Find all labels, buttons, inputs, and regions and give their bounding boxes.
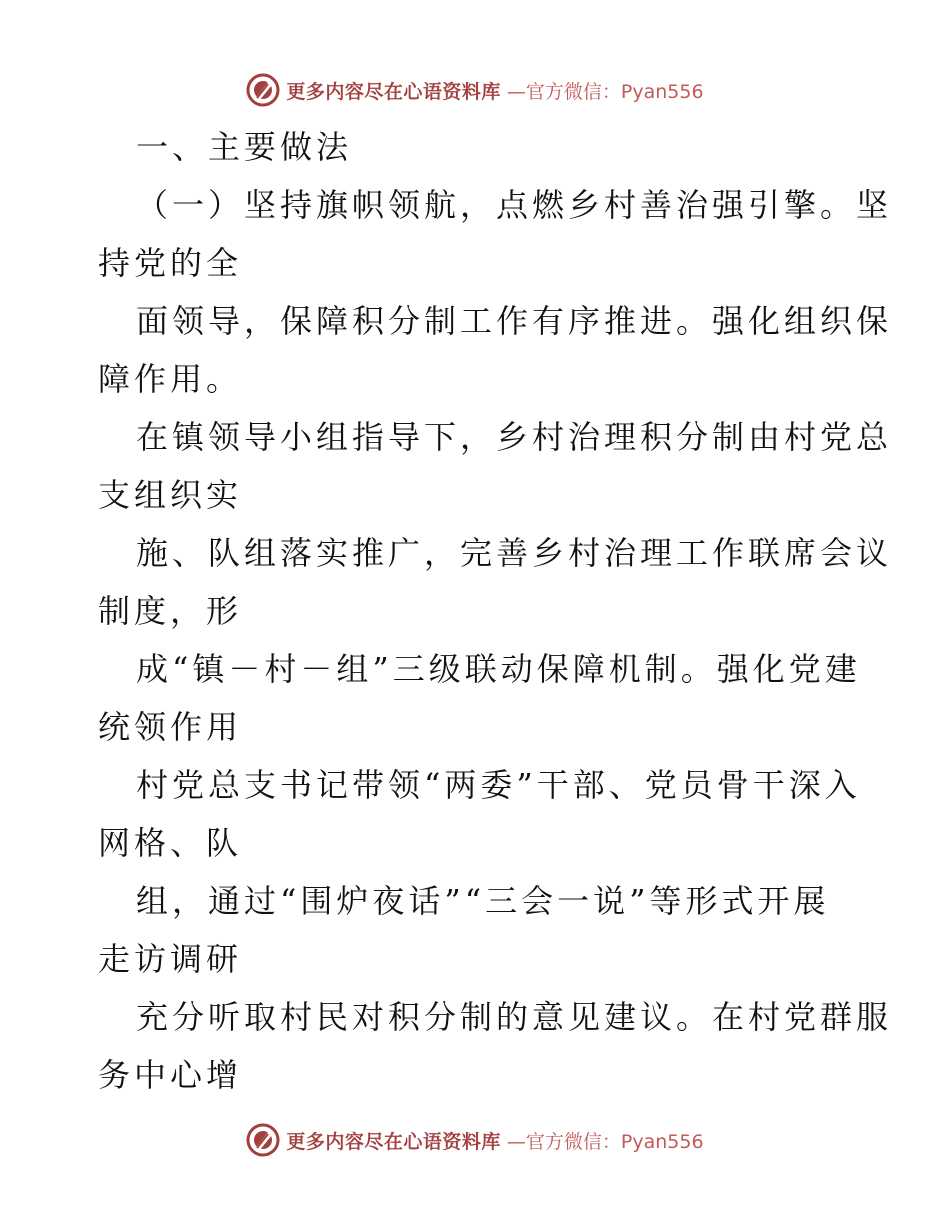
banner-contact: —官方微信：Pyan556 [506,80,704,103]
body-line: （一）坚持旗帜领航，点燃乡村善治强引擎。坚 [136,186,893,224]
body-line: 在镇领导小组指导下，乡村治理积分制由村党总 [136,418,893,456]
body-line: 制度，形 [98,592,243,630]
body-line: 障作用。 [98,360,243,398]
body-line: 组，通过“围炉夜话”“三会一说”等形式开展 [136,882,830,920]
body-line: 施、队组落实推广，完善乡村治理工作联席会议 [136,534,893,572]
body-line: 持党的全 [98,244,243,282]
body-line: 务中心增 [98,1056,243,1094]
body-line: 村党总支书记带领“两委”干部、党员骨干深入 [136,766,861,804]
banner-title: 更多内容尽在心语资料库 [286,80,501,103]
body-line: 走访调研 [98,940,243,978]
pen-logo-icon [246,73,280,107]
body-line: 面领导，保障积分制工作有序推进。强化组织保 [136,302,893,340]
body-line: 统领作用 [98,708,243,746]
document-body [98,118,893,1104]
pen-logo-icon [246,1123,280,1157]
body-line: 成“镇－村－组”三级联动保障机制。强化党建 [136,650,861,688]
banner-title: 更多内容尽在心语资料库 [286,1130,501,1153]
header-banner [0,70,950,110]
body-line: 充分听取村民对积分制的意见建议。在村党群服 [136,998,893,1036]
footer-banner [0,1120,950,1160]
banner-contact: —官方微信：Pyan556 [506,1130,704,1153]
body-line: 网格、队 [98,824,243,862]
body-line: 一、主要做法 [136,128,353,166]
body-line: 支组织实 [98,476,243,514]
